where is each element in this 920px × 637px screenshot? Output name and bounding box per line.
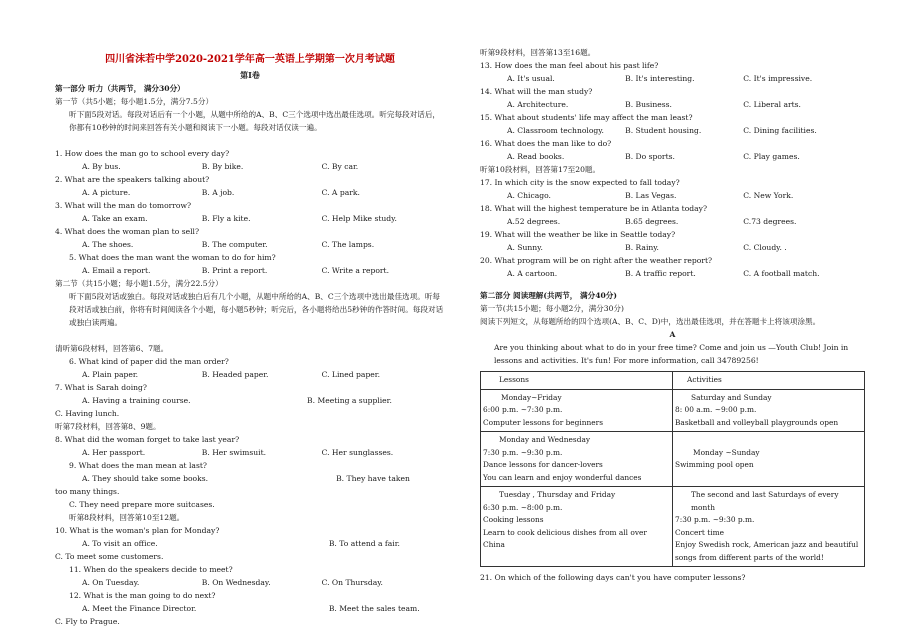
table-header-row bbox=[481, 372, 865, 390]
question-11-stem: 11. When do the speakers decide to meet? bbox=[69, 565, 233, 574]
option-b: B. Print a report. bbox=[201, 266, 268, 275]
option-c: C. Her sunglasses. bbox=[321, 448, 394, 457]
cell-line: Concert time bbox=[675, 527, 724, 537]
option-a: A. Chicago. bbox=[507, 191, 551, 200]
question-stem: 3. What will the man do tomorrow? bbox=[55, 201, 192, 210]
option-a: A. They should take some books. bbox=[82, 474, 209, 483]
question-8-stem: 8. What did the woman forget to take last year? bbox=[55, 435, 240, 444]
option-c: C. A football match. bbox=[743, 269, 820, 278]
cell-line: Cooking lessons bbox=[483, 515, 544, 524]
cell-line: Swimming pool open bbox=[675, 460, 754, 469]
option-c: C. Dining facilities. bbox=[743, 126, 817, 135]
option-b-continued: too many things. bbox=[55, 487, 120, 496]
option-b: B. Her swimsuit. bbox=[201, 448, 267, 457]
option-a: A. Meet the Finance Director. bbox=[82, 604, 197, 613]
cell-line: Monday ~Sunday bbox=[693, 447, 760, 457]
option-b: B. Student housing. bbox=[625, 126, 702, 135]
option-a: A. A picture. bbox=[82, 188, 131, 197]
material-10-note: 听第10段材料，回答第17至20题。 bbox=[480, 165, 601, 174]
option-a: A. Having a training course. bbox=[82, 396, 191, 405]
question-1 bbox=[55, 147, 445, 173]
volume-label: 第Ⅰ卷 bbox=[240, 70, 260, 80]
option-b: B. Headed paper. bbox=[201, 370, 269, 379]
option-c: C. Cloudy. . bbox=[743, 243, 787, 252]
option-a: A. On Tuesday. bbox=[82, 578, 140, 587]
section2-heading: 第二节（共15小题；每小题1.5分，满分22.5分） bbox=[55, 279, 223, 288]
option-c: C. Help Mike study. bbox=[321, 214, 397, 223]
question-stem: 16. What does the man like to do? bbox=[480, 139, 612, 148]
option-b: B. Rainy. bbox=[625, 243, 659, 252]
option-a: A.52 degrees. bbox=[507, 217, 561, 226]
question-2 bbox=[55, 173, 445, 199]
cell-line: 7:30 p.m. ~9:30 p.m. bbox=[483, 447, 563, 457]
material-9-note: 听第9段材料，回答第13至16题。 bbox=[480, 48, 596, 57]
question-4 bbox=[55, 225, 445, 251]
option-b: B. On Wednesday. bbox=[201, 578, 271, 587]
table-cell bbox=[673, 389, 865, 432]
question-6-stem: 6. What kind of paper did the man order? bbox=[69, 357, 229, 366]
option-b: B. A job. bbox=[201, 188, 235, 197]
cell-line: 6:30 p.m. ~8:00 p.m. bbox=[483, 502, 563, 512]
option-b: B. Las Vegas. bbox=[625, 191, 677, 200]
option-b: B. Meet the sales team. bbox=[328, 604, 420, 613]
option-c: C. It's impressive. bbox=[743, 74, 813, 83]
option-c: C. The lamps. bbox=[321, 240, 375, 249]
option-a: A. Architecture. bbox=[507, 100, 569, 109]
option-a: A. Sunny. bbox=[507, 243, 543, 252]
option-a: A. Her passport. bbox=[82, 448, 146, 457]
option-c: C. New York. bbox=[743, 191, 794, 200]
left-column bbox=[55, 0, 445, 628]
option-c: C. A park. bbox=[321, 188, 360, 197]
part2-heading: 第二部分 阅读理解(共两节， 满分40分) bbox=[480, 291, 617, 300]
cell-line: Enjoy Swedish rock, American jazz and beautiful songs from different parts of the world! bbox=[675, 540, 859, 562]
schedule-table bbox=[480, 371, 865, 567]
option-b: B. The computer. bbox=[201, 240, 268, 249]
option-c: C. Fly to Prague. bbox=[55, 617, 120, 626]
question-7-stem: 7. What is Sarah doing? bbox=[55, 383, 147, 392]
question-16 bbox=[480, 137, 865, 163]
cell-line: 6:00 p.m. ~7:30 p.m. bbox=[483, 405, 563, 414]
cell-line: The second and last Saturdays of every month bbox=[691, 490, 839, 512]
passage-label: A bbox=[669, 330, 676, 339]
part2-section1-heading: 第一节(共15小题；每小题2分，满分30分) bbox=[480, 304, 624, 313]
material-6-note: 请听第6段材料，回答第6、7题。 bbox=[55, 344, 169, 353]
option-c: C. On Thursday. bbox=[321, 578, 383, 587]
option-b: B. Meeting a supplier. bbox=[307, 396, 392, 405]
question-stem: 17. In which city is the snow expected to fall today? bbox=[480, 178, 680, 187]
option-b: B. A traffic report. bbox=[625, 269, 696, 278]
question-stem: 15. What about students' life may affect the man least? bbox=[480, 113, 693, 122]
option-a: A. By bus. bbox=[82, 162, 121, 171]
option-a: A. Email a report. bbox=[82, 266, 151, 275]
option-b: B.65 degrees. bbox=[625, 217, 679, 226]
material-7-note: 听第7段材料，回答第8、9题。 bbox=[55, 422, 161, 431]
cell-line: 7:30 p.m. ~9:30 p.m. bbox=[675, 515, 755, 524]
material-8-note: 听第8段材料，回答第10至12题。 bbox=[69, 513, 185, 522]
question-stem: 2. What are the speakers talking about? bbox=[55, 175, 210, 184]
option-b: B. They have taken bbox=[336, 474, 410, 483]
option-c: C. Lined paper. bbox=[321, 370, 381, 379]
question-5 bbox=[55, 251, 445, 277]
question-10-stem: 10. What is the woman's plan for Monday? bbox=[55, 526, 220, 535]
table-cell bbox=[481, 432, 673, 487]
page-title: 四川省沫若中学2020-2021学年高一英语上学期第一次月考试题 bbox=[105, 54, 395, 65]
cell-line: You can learn and enjoy wonderful dances bbox=[483, 472, 642, 482]
section1-heading: 第一节（共5小题；每小题1.5分，满分7.5分） bbox=[55, 97, 214, 106]
option-c: C. By car. bbox=[321, 162, 359, 171]
cell-line: 8: 00 a.m. ~9:00 p.m. bbox=[675, 405, 757, 414]
question-stem: 19. What will the weather be like in Seattle today? bbox=[480, 230, 676, 239]
section1-instructions: 听下面5段对话。每段对话后有一个小题，从题中所给的A、B、C三个选项中选出最佳选项。听完每段对话后，你都有10秒钟的时间来回答有关小题和阅读下一小题。每段对话仅读一遍。 bbox=[69, 110, 441, 132]
table-row bbox=[481, 389, 865, 432]
option-b: B. It's interesting. bbox=[625, 74, 695, 83]
option-a: A. Read books. bbox=[507, 152, 565, 161]
table-header-cell: Lessons bbox=[481, 372, 673, 390]
option-a: A. It's usual. bbox=[507, 74, 555, 83]
option-c: C. Write a report. bbox=[321, 266, 390, 275]
question-18 bbox=[480, 202, 865, 228]
question-stem: 18. What will the highest temperature be in Atlanta today? bbox=[480, 204, 708, 213]
question-19 bbox=[480, 228, 865, 254]
question-stem: 1. How does the man go to school every day? bbox=[55, 149, 230, 158]
cell-line: Basketball and volleyball playgrounds open bbox=[675, 417, 839, 427]
part2-instructions: 阅读下列短文，从每题所给的四个选项(A、B、C、D)中，选出最佳选项，并在答题卡上将该项涂黑。 bbox=[480, 317, 821, 326]
table-row bbox=[481, 432, 865, 487]
question-21-stem: 21. On which of the following days can't you have computer lessons? bbox=[480, 573, 746, 582]
option-b: B. Do sports. bbox=[625, 152, 675, 161]
cell-line: Monday~Friday bbox=[501, 392, 562, 402]
option-a: A. Plain paper. bbox=[82, 370, 139, 379]
option-a: A. A cartoon. bbox=[507, 269, 558, 278]
table-cell bbox=[673, 432, 865, 487]
part1-heading: 第一部分 听力（共两节， 满分30分） bbox=[55, 84, 185, 93]
option-a: A. The shoes. bbox=[82, 240, 134, 249]
section2-instructions: 听下面5段对话或独白。每段对话或独白后有几个小题，从题中所给的A、B、C三个选项中选出最佳选项。听每段对话或独白前，你将有时间阅读各个小题，每小题5秒钟；听完后，各小题将给出5秒钟的作答时间。每段对话或独白读两遍。 bbox=[69, 292, 444, 327]
option-c: C. Liberal arts. bbox=[743, 100, 801, 109]
table-cell bbox=[673, 487, 865, 567]
option-a: A. Classroom technology. bbox=[507, 126, 604, 135]
option-b: B. To attend a fair. bbox=[328, 539, 400, 548]
table-cell bbox=[481, 389, 673, 432]
question-13 bbox=[480, 59, 865, 85]
option-c: C. To meet some customers. bbox=[55, 552, 164, 561]
option-b: B. Fly a kite. bbox=[201, 214, 251, 223]
question-9-stem: 9. What does the man mean at last? bbox=[69, 461, 207, 470]
table-cell bbox=[481, 487, 673, 567]
question-20 bbox=[480, 254, 865, 280]
right-column bbox=[480, 46, 865, 584]
question-17 bbox=[480, 176, 865, 202]
question-15 bbox=[480, 111, 865, 137]
cell-line: Learn to cook delicious dishes from all over China bbox=[483, 527, 647, 549]
question-stem: 4. What does the woman plan to sell? bbox=[55, 227, 200, 236]
question-stem: 13. How does the man feel about his past life? bbox=[480, 61, 659, 70]
cell-line: Monday and Wednesday bbox=[499, 435, 591, 444]
question-14 bbox=[480, 85, 865, 111]
question-stem: 20. What program will be on right after the weather report? bbox=[480, 256, 713, 265]
question-3 bbox=[55, 199, 445, 225]
cell-line: Computer lessons for beginners bbox=[483, 417, 603, 427]
option-c: C.73 degrees. bbox=[743, 217, 797, 226]
option-c: C. Play games. bbox=[743, 152, 800, 161]
cell-line: Dance lessons for dancer-lovers bbox=[483, 460, 603, 469]
question-stem: 5. What does the man want the woman to do for him? bbox=[69, 253, 276, 262]
question-stem: 14. What will the man study? bbox=[480, 87, 593, 96]
table-row bbox=[481, 487, 865, 567]
option-a: A. To visit an office. bbox=[82, 539, 158, 548]
option-c: C. They need prepare more suitcases. bbox=[69, 500, 215, 509]
question-12-stem: 12. What is the man going to do next? bbox=[69, 591, 216, 600]
option-b: B. By bike. bbox=[201, 162, 244, 171]
cell-line: Saturday and Sunday bbox=[691, 392, 772, 402]
cell-line: Tuesday , Thursday and Friday bbox=[499, 490, 616, 499]
option-c: C. Having lunch. bbox=[55, 409, 120, 418]
table-header-cell: Activities bbox=[673, 372, 865, 390]
passage-intro: Are you thinking about what to do in your free time? Come and join us —Youth Club! Join in lessons and activities. It's fun! For more information, call 34789256! bbox=[494, 343, 849, 365]
option-a: A. Take an exam. bbox=[82, 214, 148, 223]
option-b: B. Business. bbox=[625, 100, 672, 109]
